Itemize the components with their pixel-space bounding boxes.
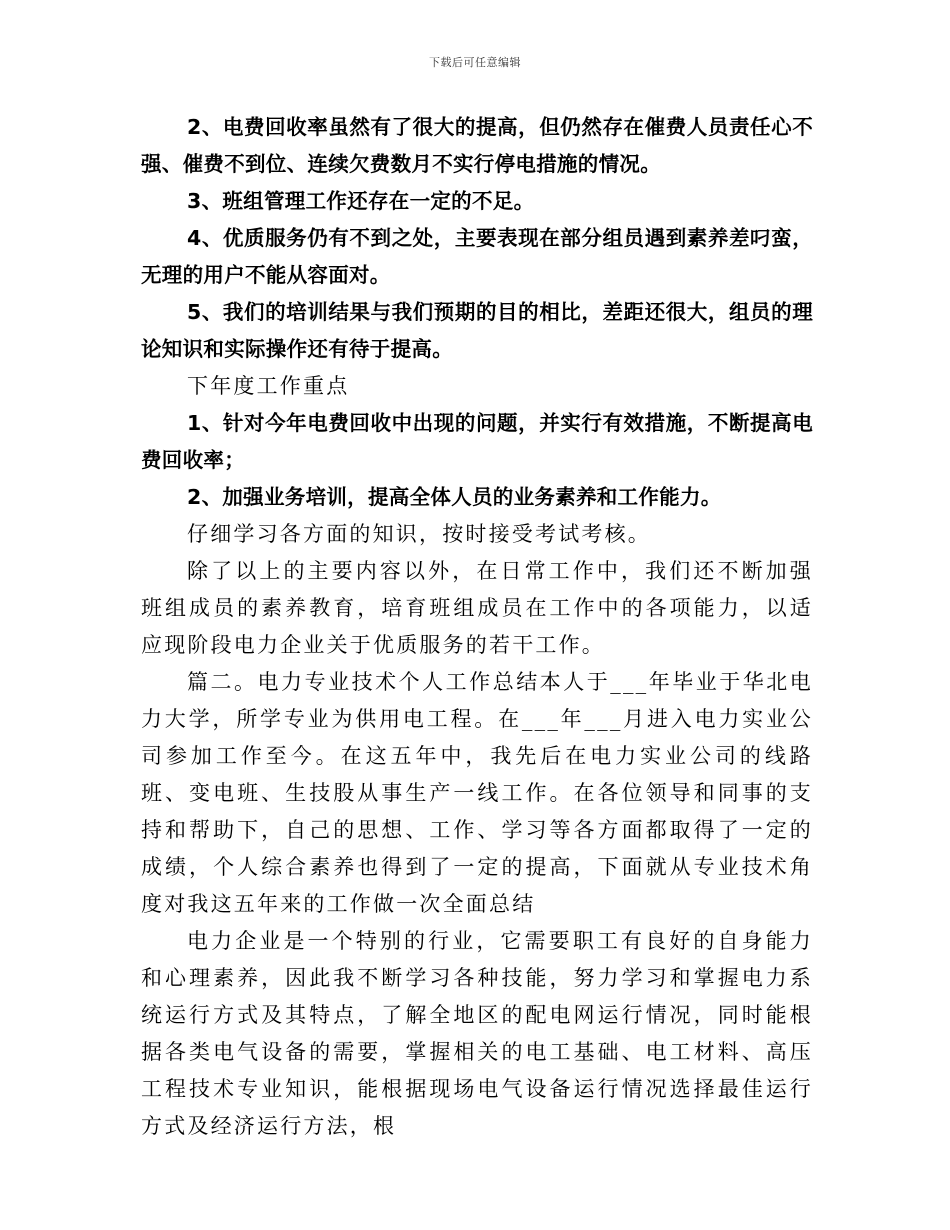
paragraph-part-two: 篇二。电力专业技术个人工作总结本人于___年毕业于华北电力大学，所学专业为供用电工程。在___年___月进入电力实业公司参加工作至今。在这五年中，我先后在电力实业公司的线路班、变电班、生技股从事生产一线工作。在各位领导和同事的支持和帮助下，自己的思想、工作、学习等各方面都取得了一定的成绩，个人综合素养也得到了一定的提高，下面就从专业技术角度对我这五年来的工作做一次全面总结	[141, 670, 813, 916]
paragraph-item-3: 3、班组管理工作还存在一定的不足。	[187, 189, 535, 213]
plan-item-2: 2、加强业务培训，提高全体人员的业务素养和工作能力。	[187, 485, 722, 509]
paragraph-item-5: 5、我们的培训结果与我们预期的目的相比，差距还很大，组员的理论知识和实际操作还有待于提高。	[141, 300, 813, 361]
paragraph-summary: 除了以上的主要内容以外，在日常工作中，我们还不断加强班组成员的素养教育，培育班组成员在工作中的各项能力，以适应现阶段电力企业关于优质服务的若干工作。	[141, 559, 813, 657]
paragraph-study: 仔细学习各方面的知识，按时接受考试考核。	[187, 522, 651, 546]
document-body	[141, 109, 813, 1145]
paragraph-item-4: 4、优质服务仍有不到之处，主要表现在部分组员遇到素养差叼蛮，无理的用户不能从容面对。	[141, 226, 813, 287]
paragraph-industry: 电力企业是一个特别的行业，它需要职工有良好的自身能力和心理素养，因此我不断学习各种技能，努力学习和掌握电力系统运行方式及其特点，了解全地区的配电网运行情况，同时能根据各类电气设备的需要，掌握相关的电工基础、电工材料、高压工程技术专业知识，能根据现场电气设备运行情况选择最佳运行方式及经济运行方法，根	[141, 929, 813, 1138]
section-heading: 下年度工作重点	[187, 374, 350, 398]
page-header: 下载后可任意编辑	[429, 56, 521, 69]
plan-item-1: 1、针对今年电费回收中出现的问题，并实行有效措施，不断提高电费回收率；	[141, 411, 813, 472]
paragraph-item-2: 2、电费回收率虽然有了很大的提高，但仍然存在催费人员责任心不强、催费不到位、连续欠费数月不实行停电措施的情况。	[141, 115, 813, 176]
